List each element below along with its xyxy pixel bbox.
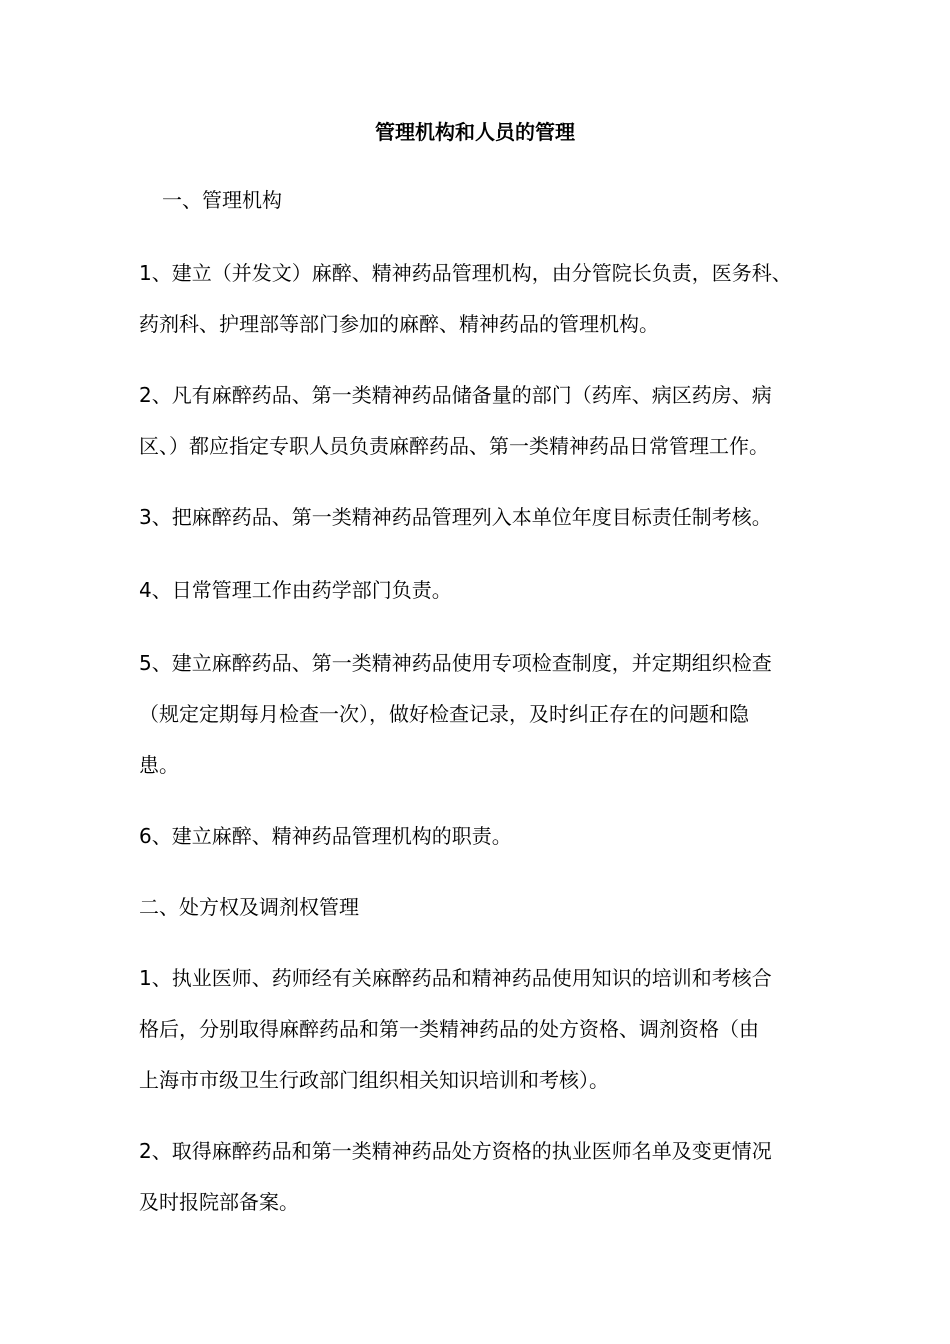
paragraph-line: 区、）都应指定专职人员负责麻醉药品、第一类精神药品日常管理工作。 (139, 434, 769, 458)
paragraph-line: 格后，分别取得麻醉药品和第一类精神药品的处方资格、调剂资格（由 (139, 1017, 759, 1041)
paragraph-line: 上海市市级卫生行政部门组织相关知识培训和考核）。 (139, 1068, 609, 1092)
paragraph-line: 2、凡有麻醉药品、第一类精神药品储备量的部门（药库、病区药房、病 (139, 383, 772, 407)
paragraph-line: 2、取得麻醉药品和第一类精神药品处方资格的执业医师名单及变更情况 (139, 1139, 772, 1163)
paragraph-line: 1、执业医师、药师经有关麻醉药品和精神药品使用知识的培训和考核合 (139, 966, 772, 990)
section-heading-management-organization: 一、管理机构 (162, 188, 282, 212)
paragraph-1-3 (139, 503, 839, 531)
paragraph-1-5 (139, 649, 839, 779)
paragraph-2-2 (139, 1137, 839, 1216)
paragraph-2-1 (139, 964, 839, 1094)
paragraph-1-1 (139, 259, 839, 338)
document-title: 管理机构和人员的管理 (375, 120, 575, 144)
paragraph-line: 4、日常管理工作由药学部门负责。 (139, 578, 452, 602)
paragraph-line: 患。 (139, 753, 179, 777)
paragraph-1-4 (139, 576, 839, 604)
paragraph-line: 6、建立麻醉、精神药品管理机构的职责。 (139, 824, 512, 848)
paragraph-line: 及时报院部备案。 (139, 1190, 299, 1214)
paragraph-line: 1、建立（并发文）麻醉、精神药品管理机构，由分管院长负责，医务科、 (139, 261, 792, 285)
paragraph-1-6 (139, 822, 839, 850)
paragraph-line: （规定定期每月检查一次），做好检查记录，及时纠正存在的问题和隐 (139, 702, 749, 726)
paragraph-1-2 (139, 381, 839, 460)
section-heading-prescription-rights: 二、处方权及调剂权管理 (139, 895, 359, 919)
paragraph-line: 3、把麻醉药品、第一类精神药品管理列入本单位年度目标责任制考核。 (139, 505, 772, 529)
paragraph-line: 药剂科、护理部等部门参加的麻醉、精神药品的管理机构。 (139, 312, 659, 336)
paragraph-line: 5、建立麻醉药品、第一类精神药品使用专项检查制度，并定期组织检查 (139, 651, 772, 675)
